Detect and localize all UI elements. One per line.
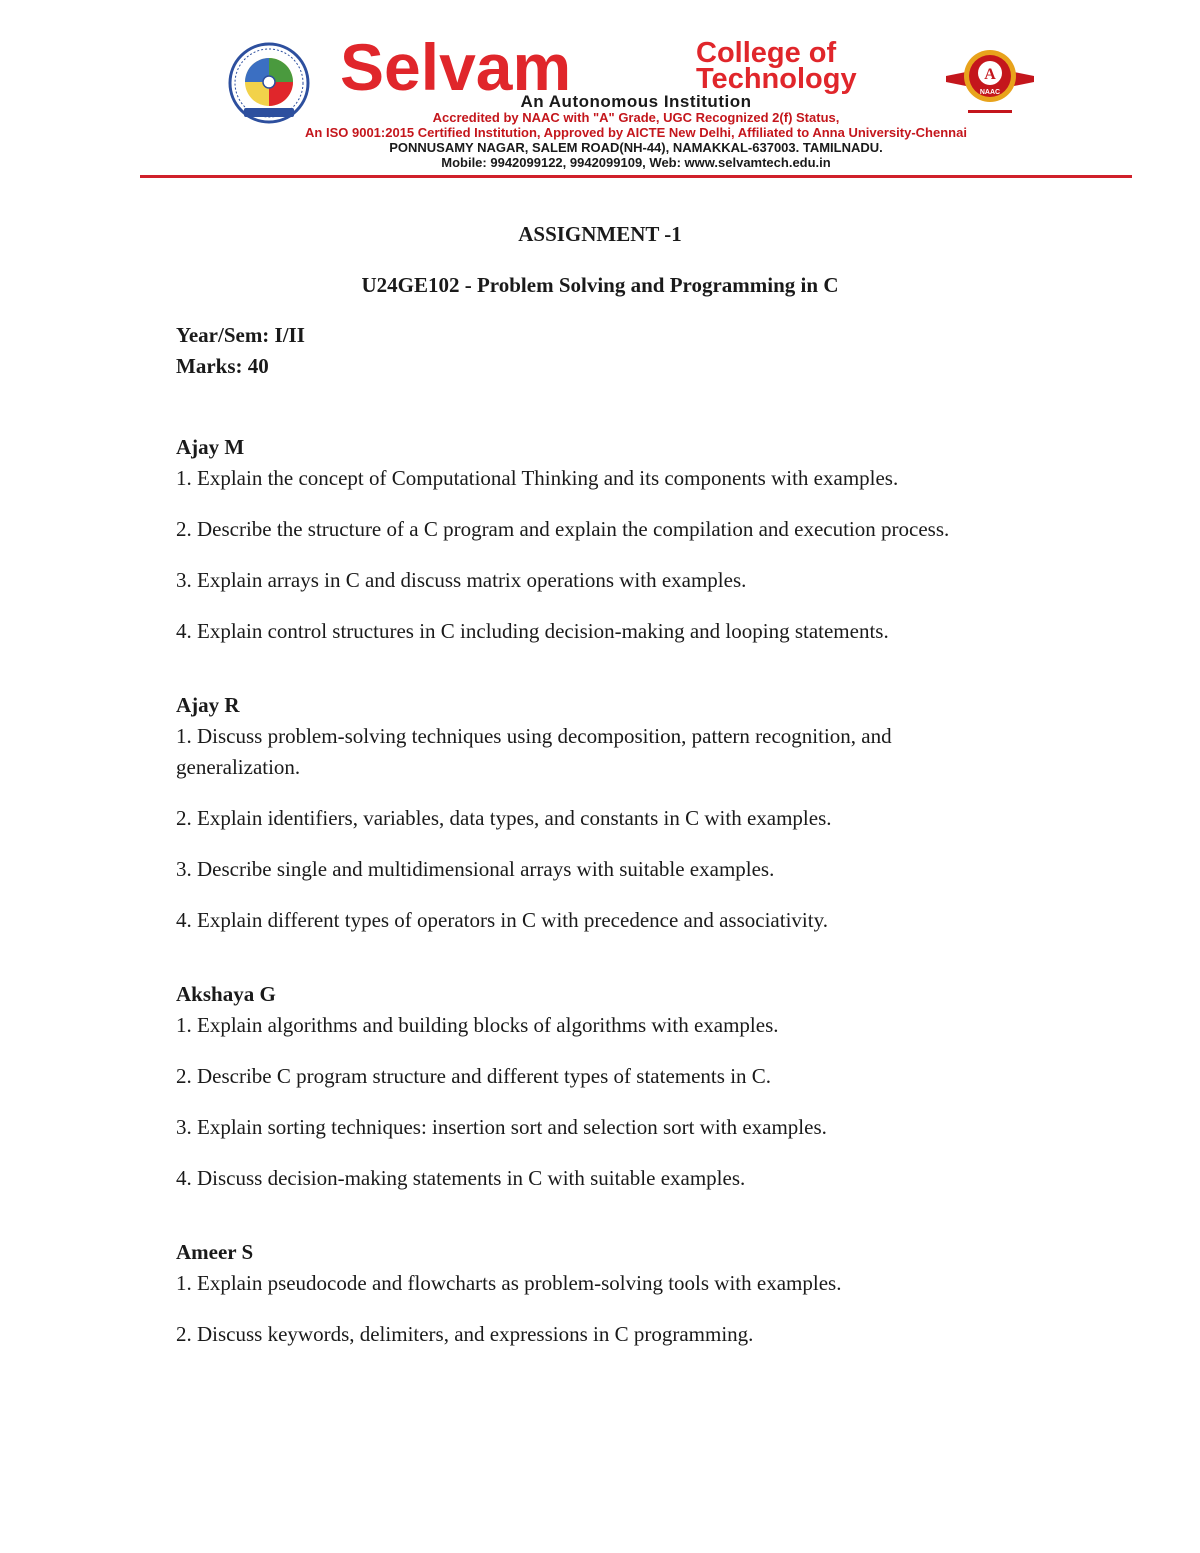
question-item: 3. Explain sorting techniques: insertion sort and selection sort with examples. bbox=[176, 1115, 827, 1139]
student-name: Ajay R bbox=[176, 693, 240, 717]
student-section bbox=[176, 690, 996, 936]
student-name: Akshaya G bbox=[176, 982, 276, 1006]
header-divider bbox=[140, 175, 1132, 178]
question-item: 4. Discuss decision-making statements in C with suitable examples. bbox=[176, 1166, 746, 1190]
marks-label: Marks: 40 bbox=[176, 354, 269, 378]
student-section bbox=[176, 432, 996, 647]
question-item: 3. Describe single and multidimensional arrays with suitable examples. bbox=[176, 857, 775, 881]
question-item: 3. Explain arrays in C and discuss matrix operations with examples. bbox=[176, 568, 747, 592]
college-logo-wordmark: Selvam bbox=[340, 30, 572, 104]
logo-subtitle-line-2: Technology bbox=[696, 63, 857, 95]
contact-line: Mobile: 9942099122, 9942099109, Web: www.selvamtech.edu.in bbox=[441, 155, 831, 170]
naac-grade-letter: A bbox=[984, 66, 996, 83]
student-section bbox=[176, 1237, 996, 1350]
student-name: Ameer S bbox=[176, 1240, 254, 1264]
question-item: 1. Explain pseudocode and flowcharts as problem-solving tools with examples. bbox=[176, 1271, 842, 1295]
year-sem-label: Year/Sem: I/II bbox=[176, 323, 305, 347]
college-logo-subtitle bbox=[696, 37, 857, 95]
question-item: 1. Explain algorithms and building blocks of algorithms with examples. bbox=[176, 1013, 779, 1037]
question-item: 2. Discuss keywords, delimiters, and expressions in C programming. bbox=[176, 1322, 754, 1346]
letterhead bbox=[140, 28, 1132, 180]
student-section bbox=[176, 979, 996, 1194]
autonomous-tagline: An Autonomous Institution bbox=[520, 92, 752, 111]
logo-subtitle-line-1: College of bbox=[696, 37, 837, 69]
question-item: 4. Explain control structures in C including decision-making and looping statements. bbox=[176, 619, 889, 643]
assignment-title: ASSIGNMENT -1 bbox=[518, 222, 682, 246]
subject-title: U24GE102 - Problem Solving and Programming in C bbox=[361, 273, 839, 297]
assignment-questions bbox=[176, 432, 996, 1393]
question-item: 2. Explain identifiers, variables, data types, and constants in C with examples. bbox=[176, 806, 832, 830]
question-item: 1. Explain the concept of Computational Thinking and its components with examples. bbox=[176, 466, 899, 490]
student-name: Ajay M bbox=[176, 435, 245, 459]
accreditation-line: Accredited by NAAC with "A" Grade, UGC Recognized 2(f) Status, bbox=[432, 110, 840, 125]
naac-label: NAAC bbox=[979, 89, 1001, 96]
question-item: 4. Explain different types of operators in C with precedence and associativity. bbox=[176, 908, 828, 932]
question-item: 2. Describe the structure of a C program and explain the compilation and execution process. bbox=[176, 517, 950, 541]
iso-affiliation-line: An ISO 9001:2015 Certified Institution, Approved by AICTE New Delhi, Affiliated to Anna University-Chennai bbox=[305, 125, 967, 140]
question-item: 2. Describe C program structure and different types of statements in C. bbox=[176, 1064, 772, 1088]
address-line: PONNUSAMY NAGAR, SALEM ROAD(NH-44), NAMAKKAL-637003. TAMILNADU. bbox=[389, 140, 883, 155]
question-item: 1. Discuss problem-solving techniques using decomposition, pattern recognition, and generalization. bbox=[176, 724, 892, 779]
